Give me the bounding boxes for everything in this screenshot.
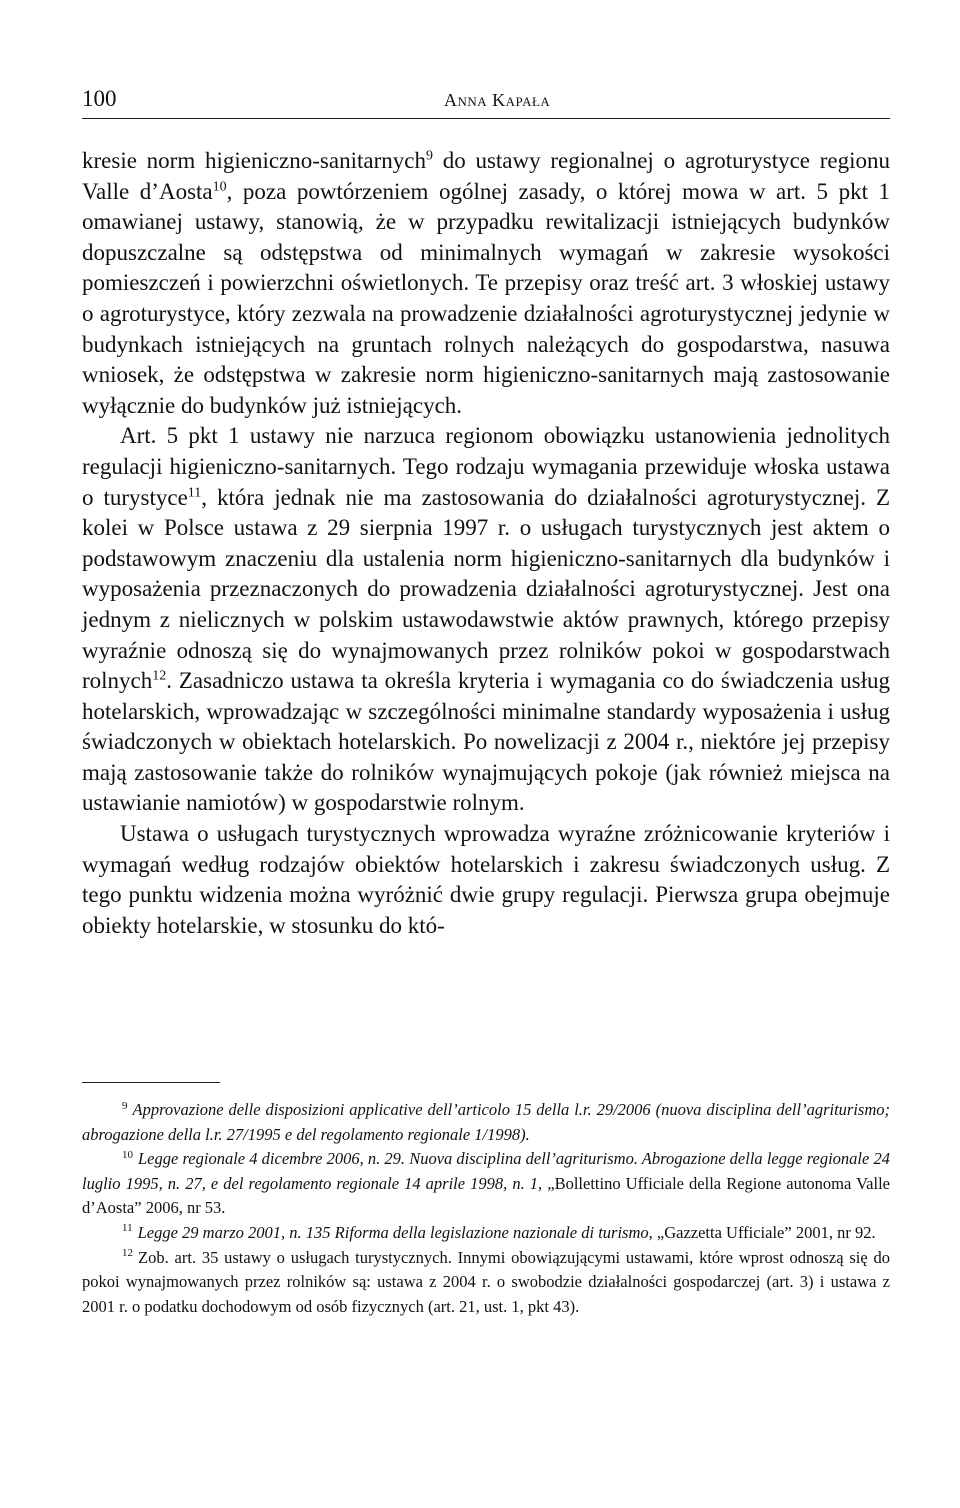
footnote-text: Approvazione delle disposizioni applicative dell’articolo 15 della l.r. 29/2006 (nuova disciplina dell’agriturismo; abrogazione della l.r. 27/1995 e del regolamento regionale 1/1998). xyxy=(82,1100,890,1144)
footnote-12 xyxy=(82,1246,890,1320)
main-text xyxy=(82,146,890,941)
paragraph-2 xyxy=(82,421,890,819)
page-header xyxy=(82,84,890,119)
page-number: 100 xyxy=(82,86,117,111)
footnote-text: Legge 29 marzo 2001, n. 135 Riforma della legislazione nazionale di turismo, xyxy=(137,1222,653,1242)
paragraph-1-part-a: kresie norm higieniczno-sanitarnych xyxy=(82,148,426,173)
footnote-text-source: „Gazzetta Ufficiale” 2001, nr 92. xyxy=(652,1222,876,1242)
footnote-separator xyxy=(82,1082,220,1083)
footnote-number: 9 xyxy=(122,1099,128,1112)
footnote-number: 10 xyxy=(122,1148,133,1161)
footnote-9 xyxy=(82,1098,890,1147)
paragraph-2-part-c: . Zasadniczo ustawa ta określa kryteria i wymagania co do świadczenia usług hotelarskich, wprowadzając w szczególności minimalne standardy wyposażenia i usług świadczonych w obiektach hotelarskich. Po nowelizacji z 2004 r., niektóre jej przepisy mają zastosowanie także do rolników wynajmujących pokoje (jak również miejsca na ustawianie namiotów) w gospodarstwie rolnym. xyxy=(82,668,890,816)
footnote-text: Zob. art. 35 ustawy o usługach turystycznych. Innymi obowiązującymi ustawami, które wprost odnoszą się do pokoi wynajmowanych przez rolników są: ustawa z 2004 r. o swobodzie działalności gospodarczej (art. 3) i ustawa z 2001 r. o podatku dochodowym od osób fizycznych (art. 21, ust. 1, pkt 43). xyxy=(82,1247,890,1316)
paragraph-1 xyxy=(82,146,890,421)
footnote-ref-9: 9 xyxy=(425,148,433,164)
footnote-number: 11 xyxy=(122,1222,133,1235)
paragraph-1-part-b: do ustawy regionalnej o agroturystyce regionu Valle d’Aosta xyxy=(82,148,891,204)
footnote-ref-10: 10 xyxy=(212,178,227,194)
footnotes xyxy=(82,1098,890,1319)
footnote-number: 12 xyxy=(122,1247,133,1260)
paragraph-1-part-c: , poza powtórzeniem ogólnej zasady, o której mowa w art. 5 pkt 1 omawianej ustawy, stanowią, że w przypadku rewitalizacji istniejących budynków dopuszczalne są odstępstwa od minimalnych wymagań w zakresie wysokości pomieszczeń i powierzchni oświetlonych. Te przepisy oraz treść art. 3 włoskiej ustawy o agroturystyce, który zezwala na prowadzenie działalności agroturystycznej jedynie w budynkach istniejących na gruntach rolnych należących do gospodarstwa, nasuwa wniosek, że odstępstwa w zakresie norm higieniczno-sanitarnych mają zastosowanie wyłącznie do budynków już istniejących. xyxy=(82,178,891,418)
footnote-ref-11: 11 xyxy=(187,484,202,500)
footnote-text-source: „Bollettino Ufficiale della Regione autonoma Valle d’Aosta” 2006, nr 53. xyxy=(82,1173,890,1218)
paragraph-2-part-a: Art. 5 pkt 1 ustawy nie narzuca regionom obowiązku ustanowienia jednolitych regulacji higieniczno-sanitarnych. Tego rodzaju wymagania przewiduje włoska ustawa o turystyce xyxy=(82,423,890,510)
footnote-ref-12: 12 xyxy=(152,668,167,684)
footnote-11 xyxy=(82,1221,890,1246)
paragraph-3: Ustawa o usługach turystycznych wprowadza wyraźne zróżnicowanie kryteriów i wymagań według rodzajów obiektów hotelarskich i zakresu świadczonych usług. Z tego punktu widzenia można wyróżnić dwie grupy regulacji. Pierwsza grupa obejmuje obiekty hotelarskie, w stosunku do któ- xyxy=(82,821,890,938)
footnote-10 xyxy=(82,1147,890,1221)
running-head-author: Anna Kapała xyxy=(444,90,551,110)
footnote-text: Legge regionale 4 dicembre 2006, n. 29. Nuova disciplina dell’agriturismo. Abrogazione della legge regionale 24 luglio 1995, n. 27, e del regolamento regionale 14 aprile 1998, n. 1, xyxy=(82,1149,890,1193)
paragraph-2-part-b: , która jednak nie ma zastosowania do działalności agroturystycznej. Z kolei w Polsce ustawa z 29 sierpnia 1997 r. o usługach turystycznych jest aktem o podstawowym znaczeniu dla ustalenia norm higieniczno-sanitarnych dla budynków i wyposażenia przeznaczonych do prowadzenia działalności agroturystycznej. Jest ona jednym z nielicznych w polskim ustawodawstwie aktów prawnych, którego przepisy wyraźnie odnoszą się do wynajmowanych przez rolników pokoi w gospodarstwach rolnych xyxy=(82,484,890,694)
